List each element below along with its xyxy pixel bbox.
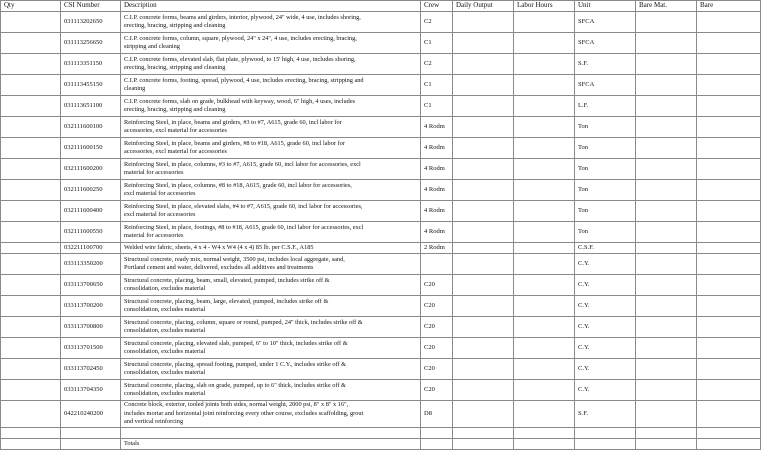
description-line: Structural concrete, placing, elevated slab, pumped, 6" to 10" thick, includes strike off & <box>124 339 348 347</box>
unit-cell[interactable]: C.Y. <box>575 296 636 317</box>
header-csi-number[interactable]: CSI Number <box>61 1 121 12</box>
daily-output-cell[interactable] <box>453 296 514 317</box>
description-line: C.I.P. concrete forms, elevated slab, flat plate, plywood, to 15' high, 4 use, includes shoring, <box>124 55 356 63</box>
crew-cell[interactable]: C2 <box>421 54 453 75</box>
empty-cell[interactable] <box>421 427 453 438</box>
bare-cell[interactable] <box>697 275 761 296</box>
csi-number-cell[interactable]: 032111600150 <box>61 138 121 159</box>
bare-mat-cell[interactable] <box>636 180 697 201</box>
bare-cell[interactable] <box>697 254 761 275</box>
empty-cell[interactable] <box>575 427 636 438</box>
bare-mat-cell[interactable] <box>636 243 697 254</box>
crew-cell[interactable]: C20 <box>421 380 453 401</box>
daily-output-cell[interactable] <box>453 359 514 380</box>
unit-cell[interactable]: Ton <box>575 159 636 180</box>
csi-number-cell[interactable]: 042210240200 <box>61 401 121 428</box>
bare-mat-cell[interactable] <box>636 401 697 428</box>
description-line: Structural concrete, placing, beam, small, elevated, pumped, includes strike off & <box>124 276 330 284</box>
bare-mat-cell[interactable] <box>636 296 697 317</box>
empty-cell[interactable] <box>61 427 121 438</box>
description-line: Welded wire fabric, sheets, 4 x 4 - W4 x W4 (4 x 4) 85 lb. per C.S.F., A185 <box>124 243 314 251</box>
bare-cell[interactable] <box>697 117 761 138</box>
csi-number-cell[interactable]: 033113704350 <box>61 380 121 401</box>
table-row <box>1 222 761 243</box>
bare-cell[interactable] <box>697 317 761 338</box>
labor-hours-cell[interactable] <box>514 243 575 254</box>
bare-cell[interactable] <box>697 359 761 380</box>
description-line: consolidation, excludes material <box>124 285 206 292</box>
unit-cell[interactable]: SFCA <box>575 75 636 96</box>
table-row <box>1 380 761 401</box>
empty-cell[interactable] <box>636 427 697 438</box>
header-unit[interactable]: Unit <box>575 1 636 12</box>
daily-output-cell[interactable] <box>453 380 514 401</box>
bare-cell[interactable] <box>697 159 761 180</box>
daily-output-cell[interactable] <box>453 401 514 428</box>
table-row <box>1 243 761 254</box>
csi-number-cell[interactable]: 033113700800 <box>61 317 121 338</box>
bare-cell[interactable] <box>697 296 761 317</box>
description-line: consolidation, excludes material <box>124 348 206 355</box>
bare-mat-cell[interactable] <box>636 359 697 380</box>
crew-cell[interactable]: C20 <box>421 296 453 317</box>
bare-cell[interactable] <box>697 201 761 222</box>
crew-cell[interactable]: C2 <box>421 12 453 33</box>
qty-cell[interactable] <box>1 180 61 201</box>
bare-mat-cell[interactable] <box>636 317 697 338</box>
bare-cell[interactable] <box>697 338 761 359</box>
bare-mat-cell[interactable] <box>636 117 697 138</box>
unit-cell[interactable]: SFCA <box>575 33 636 54</box>
table-row <box>1 359 761 380</box>
description-cell[interactable] <box>121 33 421 54</box>
bare-cell[interactable] <box>697 12 761 33</box>
description-line: Concrete block, exterior, tooled joints both sides, normal weight, 2000 psi, 8" x 8" x 16", <box>124 401 349 408</box>
crew-cell[interactable]: D8 <box>421 401 453 428</box>
crew-cell[interactable]: C20 <box>421 275 453 296</box>
qty-cell[interactable] <box>1 117 61 138</box>
crew-cell[interactable] <box>421 254 453 275</box>
description-line: Reinforcing Steel, in place, columns, #8 to #18, A615, grade 60, incl labor for accessories, <box>124 181 352 189</box>
bare-cell[interactable] <box>697 380 761 401</box>
csi-number-cell[interactable]: 031113256650 <box>61 33 121 54</box>
unit-cell[interactable]: SFCA <box>575 12 636 33</box>
crew-cell[interactable]: 4 Rodm <box>421 222 453 243</box>
unit-cell[interactable]: Ton <box>575 201 636 222</box>
csi-number-cell[interactable]: 032111600400 <box>61 201 121 222</box>
description-line: consolidation, excludes material <box>124 306 206 313</box>
description-line: Structural concrete, placing, slab on grade, pumped, up to 6" thick, includes strike off & <box>124 381 346 389</box>
bare-mat-cell[interactable] <box>636 201 697 222</box>
description-line: Reinforcing Steel, in place, footings, #8 to #18, A615, grade 60, incl labor for accessories, excl <box>124 223 364 231</box>
description-line: C.I.P. concrete forms, footing, spread, plywood, 4 use, includes erecting, bracing, stripping and <box>124 76 364 84</box>
bare-cell[interactable] <box>697 54 761 75</box>
table-row <box>1 33 761 54</box>
description-cell[interactable] <box>121 254 421 275</box>
labor-hours-cell[interactable] <box>514 317 575 338</box>
bare-mat-cell[interactable] <box>636 75 697 96</box>
bare-mat-cell[interactable] <box>636 96 697 117</box>
bare-mat-cell[interactable] <box>636 338 697 359</box>
description-line: excl material for accessories <box>124 211 196 218</box>
csi-number-cell[interactable]: 032111600200 <box>61 159 121 180</box>
description-cell[interactable] <box>121 359 421 380</box>
description-line: accessories, excl material for accessories <box>124 127 227 134</box>
table-row <box>1 138 761 159</box>
table-row <box>1 180 761 201</box>
qty-cell[interactable] <box>1 359 61 380</box>
bare-cell[interactable] <box>697 138 761 159</box>
daily-output-cell[interactable] <box>453 243 514 254</box>
daily-output-cell[interactable] <box>453 138 514 159</box>
csi-number-cell[interactable]: 033113700200 <box>61 296 121 317</box>
description-line: accessories, excl material for accessories <box>124 148 227 155</box>
labor-hours-cell[interactable] <box>514 180 575 201</box>
csi-number-cell[interactable]: 032211100700 <box>61 243 121 254</box>
crew-cell[interactable]: C1 <box>421 33 453 54</box>
table-row <box>1 427 761 438</box>
header-qty[interactable]: Qty <box>1 1 61 12</box>
header-bare[interactable]: Bare <box>697 1 761 12</box>
unit-cell[interactable]: Ton <box>575 117 636 138</box>
totals-row <box>1 438 761 449</box>
empty-cell[interactable] <box>514 427 575 438</box>
csi-number-cell[interactable]: 033113350200 <box>61 254 121 275</box>
bare-cell[interactable] <box>697 401 761 428</box>
labor-hours-cell[interactable] <box>514 54 575 75</box>
unit-cell[interactable]: C.S.F. <box>575 243 636 254</box>
bare-mat-cell[interactable] <box>636 254 697 275</box>
qty-cell[interactable] <box>1 254 61 275</box>
bare-mat-cell[interactable] <box>636 12 697 33</box>
csi-number-cell[interactable]: 032111600100 <box>61 117 121 138</box>
csi-number-cell[interactable]: 032111600550 <box>61 222 121 243</box>
qty-cell[interactable] <box>1 75 61 96</box>
qty-cell[interactable] <box>1 222 61 243</box>
bare-mat-cell[interactable] <box>636 222 697 243</box>
totals-cell[interactable] <box>61 438 121 449</box>
header-row <box>1 1 761 12</box>
unit-cell[interactable]: C.Y. <box>575 338 636 359</box>
unit-cell[interactable]: Ton <box>575 222 636 243</box>
description-line: and vertical reinforcing <box>124 418 184 425</box>
bare-mat-cell[interactable] <box>636 380 697 401</box>
description-line: Structural concrete, ready mix, normal weight, 3500 psi, includes local aggregate, sand, <box>124 255 345 263</box>
bare-mat-cell[interactable] <box>636 54 697 75</box>
table-row <box>1 54 761 75</box>
description-line: C.I.P. concrete forms, slab on grade, bulkhead with keyway, wood, 6" high, 4 uses, includes <box>124 97 356 105</box>
table-row <box>1 201 761 222</box>
unit-cell[interactable]: S.F. <box>575 54 636 75</box>
qty-cell[interactable] <box>1 159 61 180</box>
description-cell[interactable] <box>121 117 421 138</box>
description-line: excl material for accessories <box>124 190 196 197</box>
crew-cell[interactable]: 2 Rodm <box>421 243 453 254</box>
unit-cell[interactable]: C.Y. <box>575 380 636 401</box>
crew-cell[interactable]: 4 Rodm <box>421 201 453 222</box>
labor-hours-cell[interactable] <box>514 222 575 243</box>
unit-cell[interactable]: C.Y. <box>575 317 636 338</box>
header-description[interactable]: Description <box>121 1 421 12</box>
csi-number-cell[interactable]: 031113202650 <box>61 12 121 33</box>
labor-hours-cell[interactable] <box>514 96 575 117</box>
description-line: Reinforcing Steel, in place, columns, #3 to #7, A615, grade 60, incl labor for accessories, excl <box>124 160 361 168</box>
totals-cell[interactable] <box>697 438 761 449</box>
description-cell[interactable] <box>121 54 421 75</box>
description-cell[interactable] <box>121 222 421 243</box>
qty-cell[interactable] <box>1 96 61 117</box>
crew-cell[interactable]: C1 <box>421 75 453 96</box>
description-line: C.I.P. concrete forms, beams and girders, interior, plywood, 24" wide, 4 use, includes shoring, <box>124 13 361 21</box>
description-cell[interactable] <box>121 180 421 201</box>
table-row <box>1 254 761 275</box>
qty-cell[interactable] <box>1 275 61 296</box>
description-line: cleaning <box>124 85 146 92</box>
description-line: consolidation, excludes material <box>124 390 206 397</box>
qty-cell[interactable] <box>1 243 61 254</box>
totals-cell[interactable] <box>636 438 697 449</box>
labor-hours-cell[interactable] <box>514 275 575 296</box>
description-line: Portland cement and water, delivered, excludes all additives and treatments <box>124 264 314 271</box>
daily-output-cell[interactable] <box>453 75 514 96</box>
qty-cell[interactable] <box>1 201 61 222</box>
description-cell[interactable] <box>121 159 421 180</box>
labor-hours-cell[interactable] <box>514 380 575 401</box>
bare-cell[interactable] <box>697 180 761 201</box>
daily-output-cell[interactable] <box>453 254 514 275</box>
daily-output-cell[interactable] <box>453 338 514 359</box>
totals-cell[interactable] <box>421 438 453 449</box>
description-cell[interactable] <box>121 138 421 159</box>
unit-cell[interactable]: S.F. <box>575 401 636 428</box>
csi-number-cell[interactable]: 031113351150 <box>61 54 121 75</box>
bare-mat-cell[interactable] <box>636 159 697 180</box>
crew-cell[interactable]: 4 Rodm <box>421 117 453 138</box>
empty-cell[interactable] <box>1 427 61 438</box>
csi-number-cell[interactable]: 033113701500 <box>61 338 121 359</box>
csi-number-cell[interactable]: 032111600250 <box>61 180 121 201</box>
qty-cell[interactable] <box>1 401 61 428</box>
labor-hours-cell[interactable] <box>514 75 575 96</box>
description-line: Structural concrete, placing, column, square or round, pumped, 24" thick, includes strike off & <box>124 318 363 326</box>
crew-cell[interactable]: 4 Rodm <box>421 180 453 201</box>
totals-label[interactable]: Totals <box>121 438 421 449</box>
description-line: Reinforcing Steel, in place, elevated slabs, #4 to #7, A615, grade 60, incl labor for accessories, <box>124 202 363 210</box>
qty-cell[interactable] <box>1 12 61 33</box>
totals-cell[interactable] <box>453 438 514 449</box>
labor-hours-cell[interactable] <box>514 201 575 222</box>
qty-cell[interactable] <box>1 33 61 54</box>
unit-cell[interactable]: C.Y. <box>575 275 636 296</box>
unit-cell[interactable]: L.F. <box>575 96 636 117</box>
qty-cell[interactable] <box>1 338 61 359</box>
unit-cell[interactable]: Ton <box>575 180 636 201</box>
daily-output-cell[interactable] <box>453 159 514 180</box>
table-row <box>1 317 761 338</box>
description-line: material for accessories <box>124 232 184 239</box>
csi-number-cell[interactable]: 031113651100 <box>61 96 121 117</box>
daily-output-cell[interactable] <box>453 275 514 296</box>
crew-cell[interactable]: C20 <box>421 359 453 380</box>
description-cell[interactable] <box>121 12 421 33</box>
labor-hours-cell[interactable] <box>514 338 575 359</box>
bare-cell[interactable] <box>697 96 761 117</box>
bare-mat-cell[interactable] <box>636 33 697 54</box>
description-cell[interactable] <box>121 275 421 296</box>
header-bare-mat[interactable]: Bare Mat. <box>636 1 697 12</box>
bare-cell[interactable] <box>697 243 761 254</box>
qty-cell[interactable] <box>1 380 61 401</box>
csi-number-cell[interactable]: 033113700650 <box>61 275 121 296</box>
daily-output-cell[interactable] <box>453 317 514 338</box>
description-line: erecting, bracing, stripping and cleaning <box>124 64 226 71</box>
labor-hours-cell[interactable] <box>514 159 575 180</box>
description-line: C.I.P. concrete forms, column, square, plywood, 24" x 24", 4 use, includes erecting, bracing, <box>124 34 357 42</box>
labor-hours-cell[interactable] <box>514 359 575 380</box>
totals-cell[interactable] <box>1 438 61 449</box>
table-row <box>1 338 761 359</box>
daily-output-cell[interactable] <box>453 12 514 33</box>
daily-output-cell[interactable] <box>453 54 514 75</box>
totals-cell[interactable] <box>514 438 575 449</box>
labor-hours-cell[interactable] <box>514 138 575 159</box>
description-cell[interactable] <box>121 96 421 117</box>
description-line: Reinforcing Steel, in place, beams and girders, #3 to #7, A615, grade 60, incl labor for <box>124 118 342 126</box>
description-line: consolidation, excludes material <box>124 369 206 376</box>
header-crew[interactable]: Crew <box>421 1 453 12</box>
bare-cell[interactable] <box>697 33 761 54</box>
labor-hours-cell[interactable] <box>514 254 575 275</box>
totals-cell[interactable] <box>575 438 636 449</box>
header-labor-hours[interactable]: Labor Hours <box>514 1 575 12</box>
description-cell[interactable] <box>121 243 421 254</box>
daily-output-cell[interactable] <box>453 180 514 201</box>
labor-hours-cell[interactable] <box>514 33 575 54</box>
empty-cell[interactable] <box>697 427 761 438</box>
unit-cell[interactable]: Ton <box>575 138 636 159</box>
description-line: Structural concrete, placing, spread footing, pumped, under 1 C.Y., includes strike off & <box>124 360 347 368</box>
description-cell[interactable] <box>121 401 421 428</box>
crew-cell[interactable]: C20 <box>421 317 453 338</box>
description-cell[interactable] <box>121 201 421 222</box>
daily-output-cell[interactable] <box>453 33 514 54</box>
description-line: includes mortar and horizontal joint reinforcing every other course, excludes scaffolding, grout <box>124 409 364 417</box>
labor-hours-cell[interactable] <box>514 296 575 317</box>
bare-cell[interactable] <box>697 222 761 243</box>
crew-cell[interactable]: 4 Rodm <box>421 138 453 159</box>
daily-output-cell[interactable] <box>453 117 514 138</box>
bare-mat-cell[interactable] <box>636 138 697 159</box>
description-cell[interactable] <box>121 75 421 96</box>
qty-cell[interactable] <box>1 54 61 75</box>
labor-hours-cell[interactable] <box>514 12 575 33</box>
qty-cell[interactable] <box>1 317 61 338</box>
table-row <box>1 96 761 117</box>
qty-cell[interactable] <box>1 296 61 317</box>
empty-cell[interactable] <box>453 427 514 438</box>
crew-cell[interactable]: C20 <box>421 338 453 359</box>
table-row <box>1 117 761 138</box>
table-row <box>1 296 761 317</box>
table-row <box>1 401 761 428</box>
bare-mat-cell[interactable] <box>636 275 697 296</box>
bare-cell[interactable] <box>697 75 761 96</box>
daily-output-cell[interactable] <box>453 201 514 222</box>
empty-cell[interactable] <box>121 427 421 438</box>
table-row <box>1 275 761 296</box>
description-cell[interactable] <box>121 296 421 317</box>
qty-cell[interactable] <box>1 138 61 159</box>
labor-hours-cell[interactable] <box>514 401 575 428</box>
labor-hours-cell[interactable] <box>514 117 575 138</box>
unit-cell[interactable]: C.Y. <box>575 359 636 380</box>
table-row <box>1 159 761 180</box>
description-cell[interactable] <box>121 338 421 359</box>
header-daily-output[interactable]: Daily Output <box>453 1 514 12</box>
daily-output-cell[interactable] <box>453 222 514 243</box>
daily-output-cell[interactable] <box>453 96 514 117</box>
csi-number-cell[interactable]: 031113455150 <box>61 75 121 96</box>
description-cell[interactable] <box>121 317 421 338</box>
crew-cell[interactable]: C1 <box>421 96 453 117</box>
description-line: Structural concrete, placing, beam, large, elevated, pumped, includes strike off & <box>124 297 329 305</box>
description-line: erecting, bracing, stripping and cleaning <box>124 106 226 113</box>
csi-number-cell[interactable]: 033113702450 <box>61 359 121 380</box>
description-line: erecting, bracing, stripping and cleaning <box>124 22 226 29</box>
description-cell[interactable] <box>121 380 421 401</box>
table-row <box>1 75 761 96</box>
crew-cell[interactable]: 4 Rodm <box>421 159 453 180</box>
description-line: stripping and cleaning <box>124 43 180 50</box>
table-row <box>1 12 761 33</box>
unit-cell[interactable]: C.Y. <box>575 254 636 275</box>
description-line: material for accessories <box>124 169 184 176</box>
description-line: Reinforcing Steel, in place, beams and girders, #8 to #18, A615, grade 60, incl labor for <box>124 139 345 147</box>
description-line: consolidation, excludes material <box>124 327 206 334</box>
